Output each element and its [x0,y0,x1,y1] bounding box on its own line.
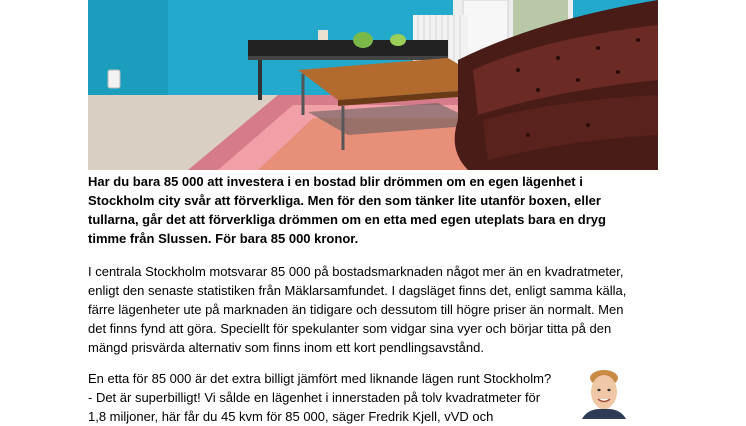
lead-line: tullarna, går det att förverkliga drömmen om en etta med egen uteplats bara en dryg [88,212,606,227]
lead-line: Stockholm city svår att förverkliga. Men för den som tänker lite utanför boxen, eller [88,193,601,208]
lead-line: Har du bara 85 000 att investera i en bostad blir drömmen om en egen lägenhet i [88,174,583,189]
body-paragraph-2 [88,369,568,426]
body-line: mängd prisvärda alternativ som finns inom ett kort pendlingsavstånd. [88,340,484,355]
body-paragraph-1 [88,262,668,357]
body-line: det finns fynd att göra. Speciellt för spekulanter som vidgar sina vyer och börjar titta på den [88,321,612,336]
body-line: 1,8 miljoner, här får du 45 kvm för 85 000, säger Fredrik Kjell, vVD och [88,409,494,424]
body-line: En etta för 85 000 är det extra billigt jämfört med liknande lägen runt Stockholm? [88,371,552,386]
body-line: enligt den senaste statistiken från Mäklarsamfundet. I dagsläget finns det, enligt samma källa, [88,283,627,298]
body-line: - Det är superbilligt! Vi sålde en lägenhet i innerstaden på tolv kvadratmeter för [88,390,541,405]
body-line: färre lägenheter ute på marknaden än tidigare och dessutom till högre priser än normalt. Men [88,302,624,317]
lead-line: timme från Slussen. För bara 85 000 kronor. [88,231,359,246]
article-photo [88,0,658,170]
lead-paragraph [88,172,668,248]
person-portrait [578,370,630,419]
body-line: I centrala Stockholm motsvarar 85 000 på bostadsmarknaden något mer än en kvadratmeter, [88,264,624,279]
